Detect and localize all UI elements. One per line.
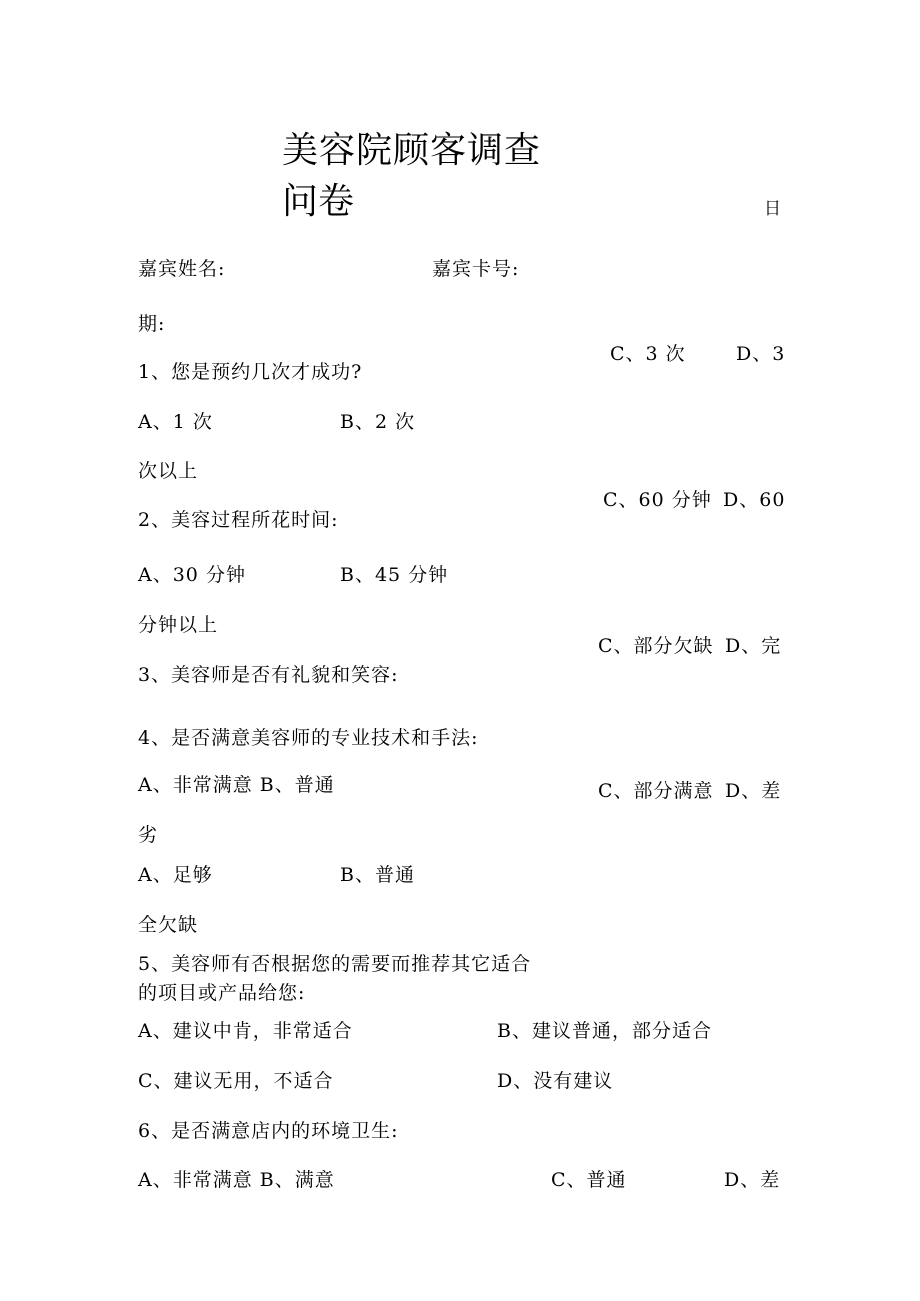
date-label-part1: 日 — [764, 199, 782, 219]
q3-option-c: C、部分欠缺 — [598, 635, 714, 657]
q4-option-c: C、部分满意 — [598, 780, 714, 802]
survey-title-line1: 美容院顾客调查 — [282, 130, 542, 171]
q5-option-c: C、建议无用，不适合 — [138, 1070, 334, 1092]
q1-option-d-part1: D、3 — [736, 343, 786, 365]
q3-option-b: B、普通 — [340, 864, 415, 886]
q2-option-d-part1: D、60 — [723, 489, 786, 511]
q2-option-c: C、60 分钟 — [603, 489, 712, 511]
date-label-part2: 期: — [138, 313, 166, 335]
q2-option-b: B、45 分钟 — [340, 564, 449, 586]
q1-question: 1、您是预约几次才成功? — [138, 361, 363, 383]
q5-question-line1: 5、美容师有否根据您的需要而推荐其它适合 — [138, 953, 532, 975]
q4-option-ab: A、非常满意 B、普通 — [138, 774, 335, 796]
q1-option-c: C、3 次 — [610, 343, 686, 365]
q6-option-c: C、普通 — [551, 1169, 627, 1191]
q3-question: 3、美容师是否有礼貌和笑容: — [138, 664, 399, 686]
q1-option-a: A、1 次 — [138, 411, 213, 433]
q6-question: 6、是否满意店内的环境卫生: — [138, 1120, 399, 1142]
guest-name-label: 嘉宾姓名: — [138, 258, 226, 280]
q5-question-line2: 的项目或产品给您: — [138, 982, 306, 1004]
q4-question: 4、是否满意美容师的专业技术和手法: — [138, 727, 479, 749]
q6-option-ab: A、非常满意 B、满意 — [138, 1169, 335, 1191]
q4-option-d-part1: D、差 — [725, 780, 782, 802]
q2-option-d-part2: 分钟以上 — [138, 614, 219, 636]
q5-option-a: A、建议中肯，非常适合 — [138, 1020, 353, 1042]
q2-option-a: A、30 分钟 — [138, 564, 246, 586]
q3-option-a: A、足够 — [138, 864, 213, 886]
q1-option-d-part2: 次以上 — [138, 460, 199, 482]
q3-option-d-part1: D、完 — [725, 635, 782, 657]
q5-option-d: D、没有建议 — [497, 1070, 614, 1092]
guest-card-label: 嘉宾卡号: — [432, 258, 520, 280]
q3-option-d-part2: 全欠缺 — [138, 914, 199, 936]
survey-title-line2: 问卷 — [282, 181, 355, 222]
q4-option-d-part2: 劣 — [138, 824, 159, 846]
q1-option-b: B、2 次 — [340, 411, 416, 433]
q5-option-b: B、建议普通，部分适合 — [497, 1020, 712, 1042]
q6-option-d: D、差 — [724, 1169, 781, 1191]
q2-question: 2、美容过程所花时间: — [138, 509, 339, 531]
